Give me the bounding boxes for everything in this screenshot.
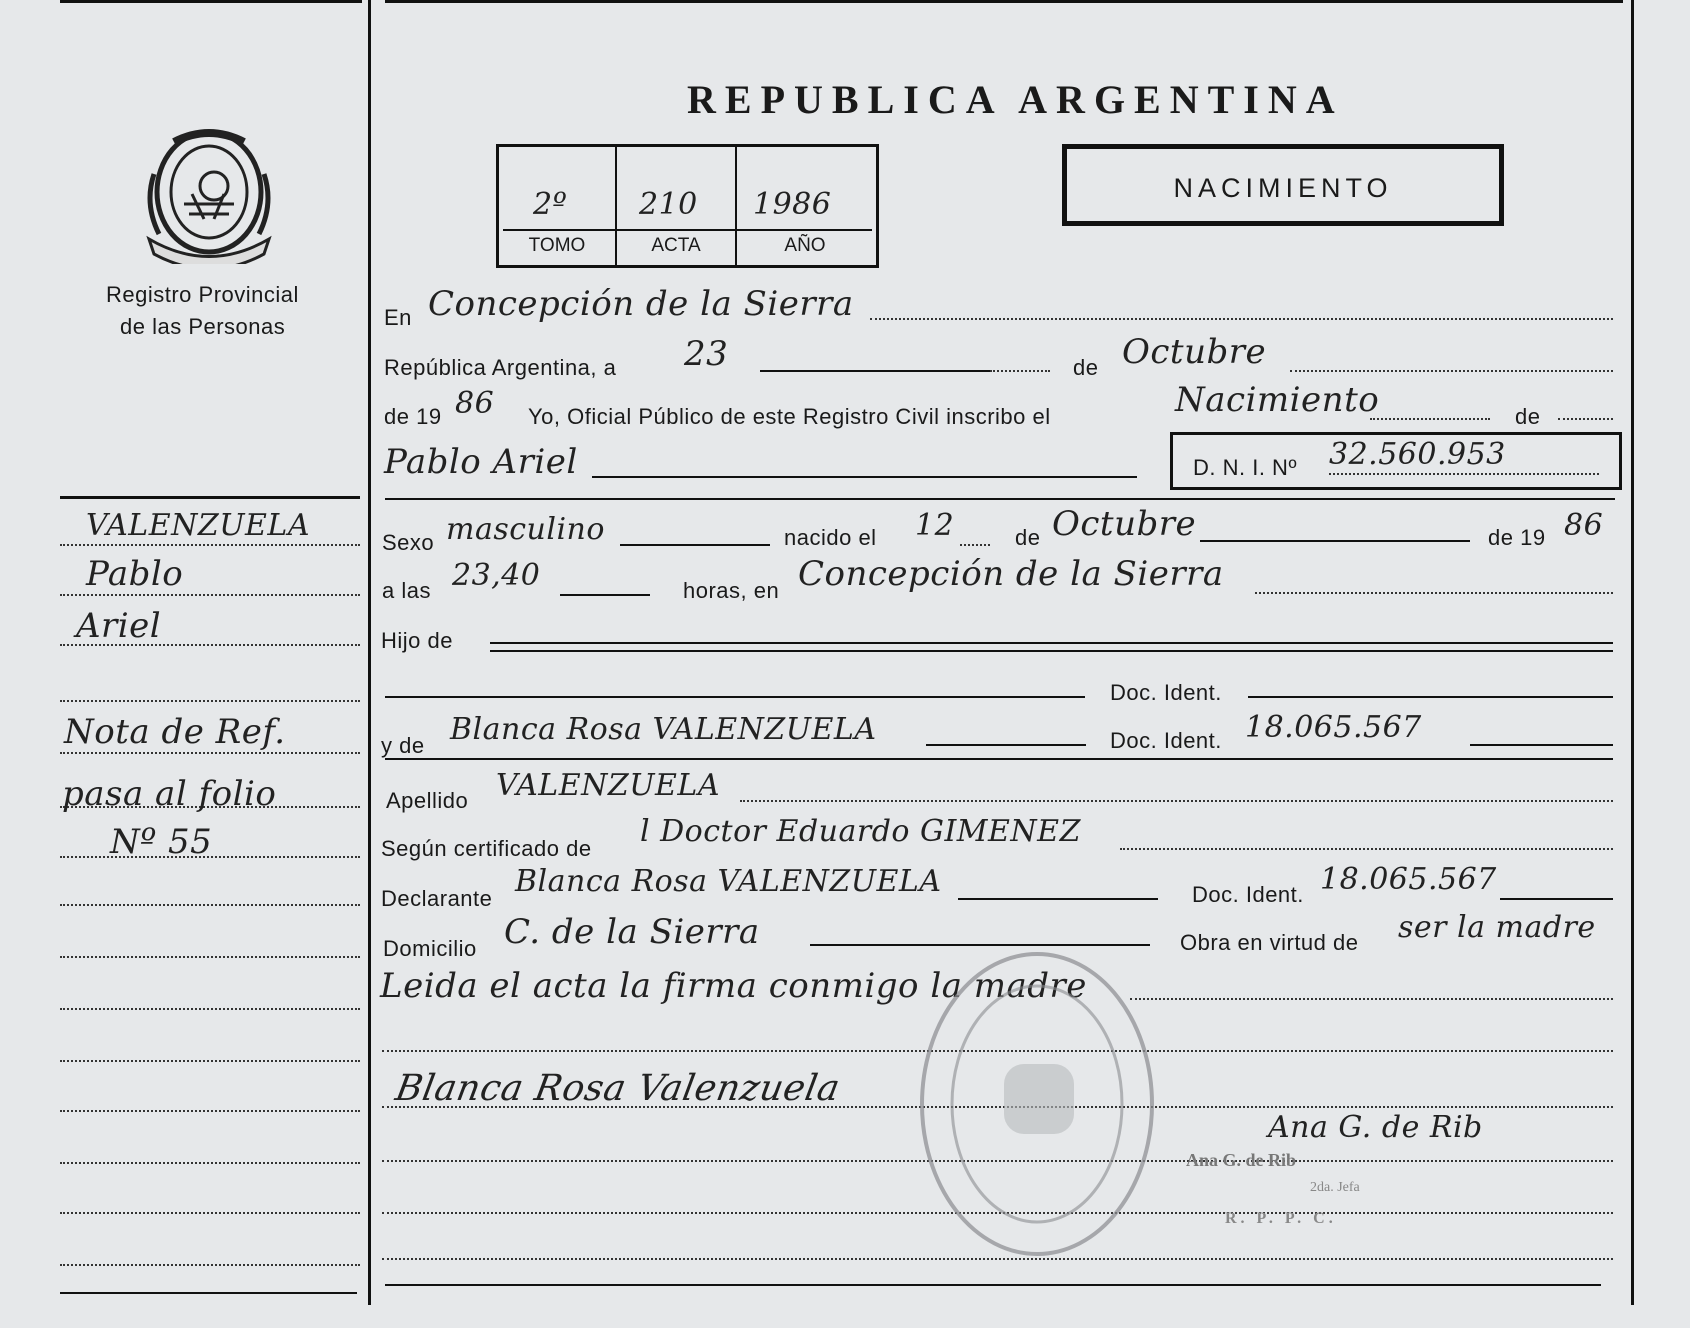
sexo-value: masculino [446,512,605,547]
mother-name-value: Blanca Rosa VALENZUELA [450,712,877,747]
sexo-label: Sexo [382,530,435,555]
dni-box [1170,432,1622,490]
declarante-value: Blanca Rosa VALENZUELA [515,864,942,899]
birth-year-suffix-value: 86 [1564,508,1604,543]
segun-label: Según certificado de [381,836,592,861]
nacido-label: nacido el [784,525,877,550]
ano-label: AÑO [784,235,826,256]
birth-place-value: Concepción de la Sierra [798,554,1224,594]
dni-value: 32.560.953 [1329,437,1506,472]
birth-time-value: 23,40 [452,558,541,593]
official-signature: Ana G. de Rib [1268,1110,1483,1145]
day-value: 23 [684,334,729,374]
declarante-label: Declarante [381,886,493,911]
acta-label: ACTA [651,235,701,256]
margin-first-name: Pablo [86,554,184,594]
act-type-value: Nacimiento [1175,380,1380,420]
right-border [1631,0,1634,1305]
margin-divider [368,0,371,1305]
margin-second-name: Ariel [76,606,162,646]
birth-day-value: 12 [915,508,955,543]
bottom-rule-right [385,1284,1601,1286]
register-box [496,144,879,268]
de-label-2: de [1515,404,1541,429]
margin-note-line3: Nº 55 [110,822,213,862]
apellido-label: Apellido [386,788,469,813]
y-de-label: y de [381,733,425,758]
de-label: de [1073,355,1099,380]
official-stamp-line1: Ana G. de Rib [1186,1150,1297,1170]
record-type-label: NACIMIENTO [1173,173,1393,203]
acta-value: 210 [639,187,698,222]
obra-value: ser la madre [1398,910,1596,945]
year-suffix-value: 86 [455,386,495,421]
margin-surname: VALENZUELA [86,508,310,543]
doc-ident-label-3: Doc. Ident. [1192,882,1304,907]
provincial-seal-icon [144,124,274,264]
mother-signature: Blanca Rosa Valenzuela [392,1068,844,1109]
obra-label: Obra en virtud de [1180,930,1359,955]
month-value: Octubre [1122,332,1267,372]
tomo-value: 2º [533,187,568,222]
place-value: Concepción de la Sierra [428,284,854,324]
top-rule-right [385,0,1623,3]
birth-month-value: Octubre [1052,504,1197,544]
registry-title-line2: de las Personas [120,314,286,339]
doc-ident-label-1: Doc. Ident. [1110,680,1222,705]
domicilio-label: Domicilio [383,936,477,961]
tomo-label: TOMO [528,235,586,256]
mother-doc-value: 18.065.567 [1245,710,1422,745]
closing-text: Leida el acta la firma conmigo la madre [380,966,1087,1006]
official-stamp-line2: 2da. Jefa [1310,1180,1360,1195]
de-19-label: de 19 [384,404,442,429]
de-label-3: de [1015,525,1041,550]
doc-ident-label-2: Doc. Ident. [1110,728,1222,753]
republica-label: República Argentina, a [384,355,617,380]
top-rule-left [60,0,362,3]
hijo-label: Hijo de [381,628,453,653]
en-label: En [384,305,412,330]
margin-note-line2: pasa al folio [62,774,277,814]
certificate-by-value: l Doctor Eduardo GIMENEZ [640,814,1081,849]
declarante-doc-value: 18.065.567 [1320,862,1497,897]
person-name-value: Pablo Ariel [384,442,578,482]
apellido-value: VALENZUELA [496,768,720,803]
a-las-label: a las [382,578,431,603]
registry-title-line1: Registro Provincial [106,282,299,307]
record-type-box [1062,144,1504,226]
de-19-label-2: de 19 [1488,525,1546,550]
margin-note-line1: Nota de Ref. [64,712,286,752]
yo-label: Yo, Oficial Público de este Registro Civil inscribo el [528,404,1051,429]
dni-label: D. N. I. Nº [1193,455,1297,480]
official-stamp-line3: R. P. P. C. [1225,1210,1337,1227]
bottom-rule-left [60,1292,357,1294]
ano-value: 1986 [753,187,832,222]
domicilio-value: C. de la Sierra [504,912,760,952]
horas-label: horas, en [683,578,780,603]
registry-stamp-icon [912,944,1162,1264]
document-title: REPUBLICA ARGENTINA [687,77,1344,122]
